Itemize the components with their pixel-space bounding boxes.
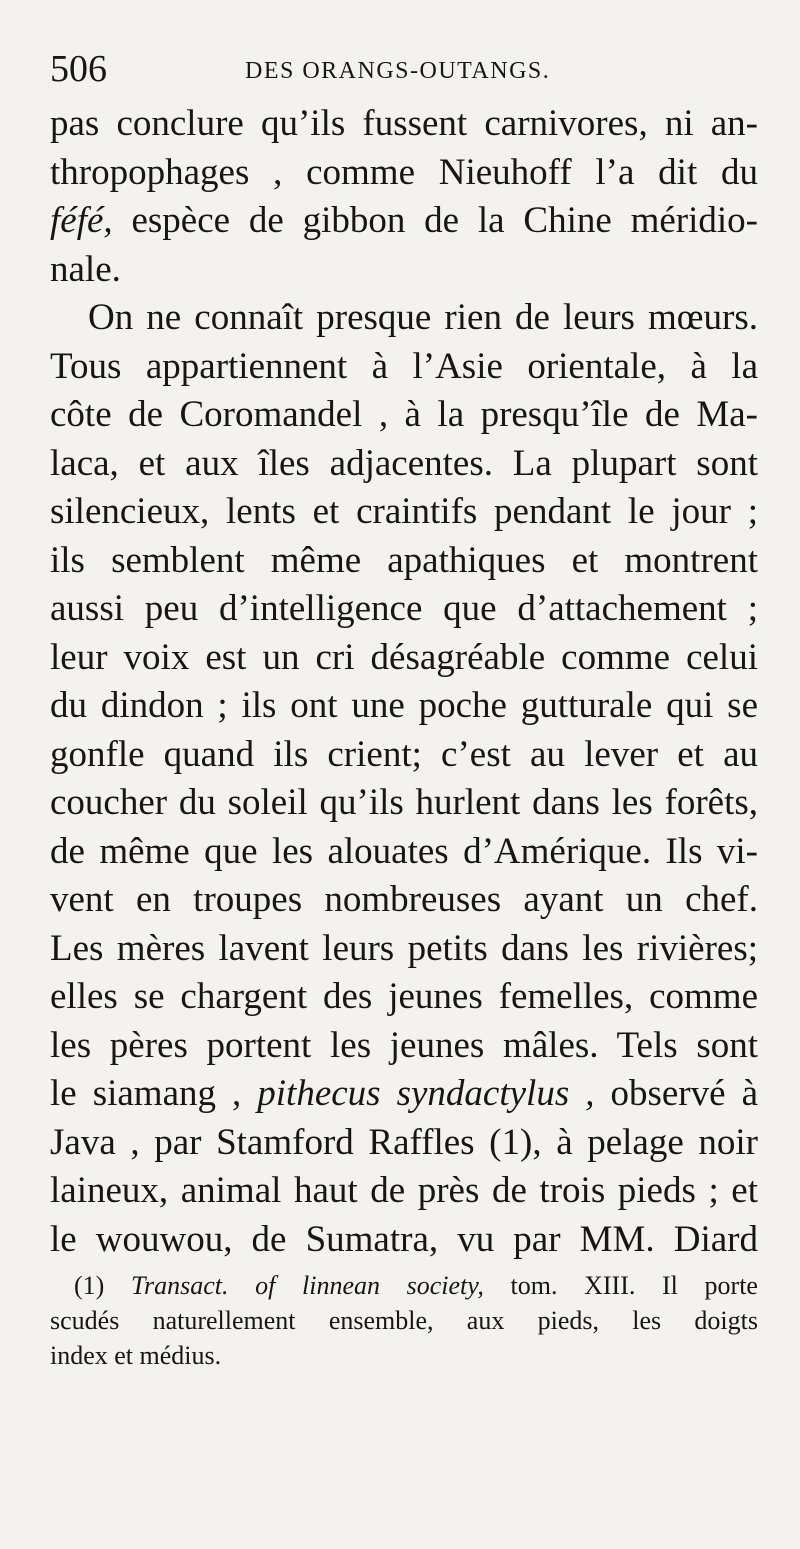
text-line: On ne connaît presque rien de leurs mœurs.	[88, 297, 758, 338]
text-line: côte de Coromandel , à la presqu’île de Ma-	[50, 394, 758, 435]
text-line: gonfle quand ils crient; c’est au lever et au	[50, 733, 758, 775]
footnote	[50, 1268, 758, 1373]
text-line: le siamang , pithecus syndactylus , observé à	[50, 1073, 758, 1114]
text-line: leur voix est un cri désagréable comme celui	[50, 636, 758, 678]
italic-species-name: pithecus syndactylus ,	[257, 1073, 595, 1114]
running-title: DES ORANGS-OUTANGS.	[245, 58, 551, 84]
page-header	[50, 44, 760, 94]
text-line: laca, et aux îles adjacentes. La plupart sont	[50, 442, 758, 484]
text-line: du dindon ; ils ont une poche gutturale qui se	[50, 685, 758, 726]
text-line: Tous appartiennent à l’Asie orientale, à la	[50, 345, 758, 387]
footnote-line: index et médius.	[50, 1341, 222, 1370]
footnote-line: scudés naturellement ensemble, aux pieds, les doigts	[50, 1306, 758, 1335]
page-number: 506	[50, 48, 107, 90]
text-line: laineux, animal haut de près de trois pieds ; et	[50, 1170, 758, 1211]
text-line: les pères portent les jeunes mâles. Tels sont	[50, 1024, 758, 1066]
main-text	[50, 100, 758, 1264]
italic-term: féfé,	[50, 200, 113, 241]
text-line: vent en troupes nombreuses ayant un chef.	[50, 879, 758, 920]
text-line: nale.	[50, 248, 121, 290]
footnote-line: (1) Transact. of linnean society, tom. XIII. Il porte	[74, 1271, 758, 1300]
text-line: de même que les alouates d’Amérique. Ils vi-	[50, 830, 758, 872]
text-line: ils semblent même apathiques et montrent	[50, 539, 758, 581]
text-line: coucher du soleil qu’ils hurlent dans les forêts,	[50, 782, 758, 823]
text-line: silencieux, lents et craintifs pendant le jour ;	[50, 491, 758, 532]
text-line: thropophages , comme Nieuhoff l’a dit du	[50, 151, 758, 193]
italic-citation: Transact. of linnean society,	[130, 1271, 484, 1300]
text-line: aussi peu d’intelligence que d’attachement ;	[50, 588, 758, 629]
text-line: pas conclure qu’ils fussent carnivores, ni an-	[50, 103, 758, 144]
text-line: elles se chargent des jeunes femelles, comme	[50, 976, 758, 1017]
text-line: le wouwou, de Sumatra, vu par MM. Diard	[50, 1218, 758, 1260]
text-line: Les mères lavent leurs petits dans les rivières;	[50, 927, 758, 969]
text-line: féfé, espèce de gibbon de la Chine méridio-	[50, 200, 758, 241]
text-line: Java , par Stamford Raffles (1), à pelage noir	[50, 1121, 758, 1163]
